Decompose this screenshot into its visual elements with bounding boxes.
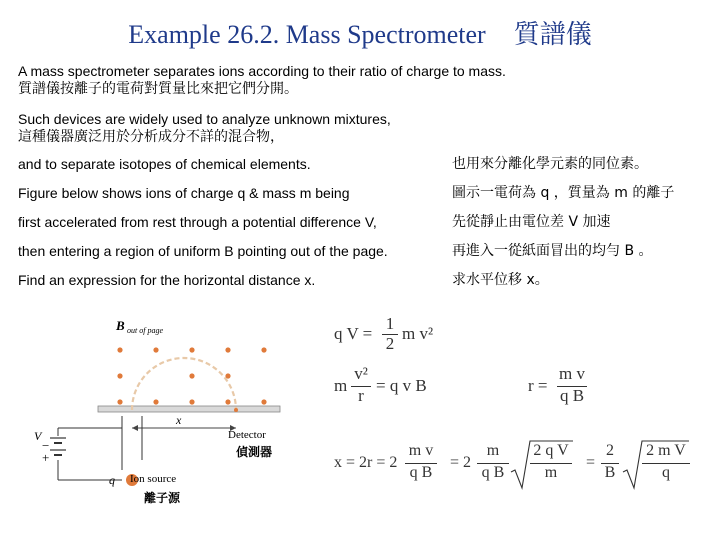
eq4-r2-den: q [662,464,670,481]
row-zh-3: 先從靜止由電位差 V 加速 [452,214,611,230]
top-plate [98,406,280,412]
eq4-f1-den: q B [409,464,433,481]
eq1-den: 2 [385,334,395,353]
equation-distance [334,440,694,496]
row-en-2: Figure below shows ions of charge q & mass m being [18,185,350,201]
title-chinese: 質譜儀 [513,20,592,49]
eq3-den: q B [559,386,585,405]
intro-en-1: A mass spectrometer separates ions according to their ratio of charge to mass. [18,63,506,79]
detector-point [234,408,238,412]
v-label: V [34,429,42,443]
eq4-f2-num: m [486,442,500,459]
eq4-f3-den: B [604,464,616,481]
eq3-lhs: r = [528,376,548,395]
eq1-num: 1 [385,314,395,333]
row-zh-5: 求水平位移 x。 [452,272,549,288]
eq4-lhs: x = 2r = 2 [334,454,398,471]
row-zh-1: 也用來分離化學元素的同位素。 [452,156,648,172]
b-field-sublabel: out of page [127,326,163,335]
battery-minus: − [42,438,50,453]
eq1-lhs: q V = [334,324,373,343]
ion-trajectory [132,358,236,410]
eq4-eq-a: = 2 [450,454,472,471]
eq4-f2-den: q B [481,464,505,481]
row-zh-4: 再進入一從紙面冒出的均勻 B 。 [452,243,653,259]
eq2-m: m [334,376,348,395]
eq4-r2-num: 2 m V [646,442,686,459]
eq3-num: m v [559,364,585,383]
eq2-den: r [358,386,364,405]
ion-source-label: Ion source [130,473,177,485]
title-english: Example 26.2. Mass Spectrometer [128,20,486,49]
intro-en-2: Such devices are widely used to analyze unknown mixtures, [18,111,391,127]
b-field-dots [117,347,266,404]
detector-label: Detector [228,429,266,441]
eq1-rhs: m v² [402,324,434,343]
mass-spectrometer-diagram [28,310,310,535]
b-field-label: B [116,318,125,333]
eq4-f1-num: m v [408,442,434,459]
x-label: x [176,413,182,427]
slide-title [0,14,720,51]
eq2-num: v² [354,364,368,383]
intro-zh-2: 這種儀器廣泛用於分析成分不詳的混合物， [18,129,284,145]
row-en-1: and to separate isotopes of chemical elements. [18,156,311,172]
ion-source-label-zh: 離子源 [144,491,181,505]
eq4-f3-num: 2 [606,442,614,459]
battery-plus: + [42,450,50,465]
eq4-eq-b: = [586,454,596,471]
detector-label-zh: 偵測器 [236,445,273,459]
row-en-3: first accelerated from rest through a potential difference V, [18,214,377,230]
q-label: q [109,473,115,487]
row-zh-2: 圖示一電荷為 q ，質量為 m 的離子 [452,185,675,201]
eq4-r1-num: 2 q V [533,442,569,459]
row-en-4: then entering a region of uniform B pointing out of the page. [18,243,388,259]
eq4-r1-den: m [544,464,558,481]
intro-zh-1: 質譜儀按離子的電荷對質量比來把它們分開。 [18,81,298,97]
eq2-rhs: = q v B [376,376,427,395]
row-en-5: Find an expression for the horizontal distance x. [18,272,316,288]
